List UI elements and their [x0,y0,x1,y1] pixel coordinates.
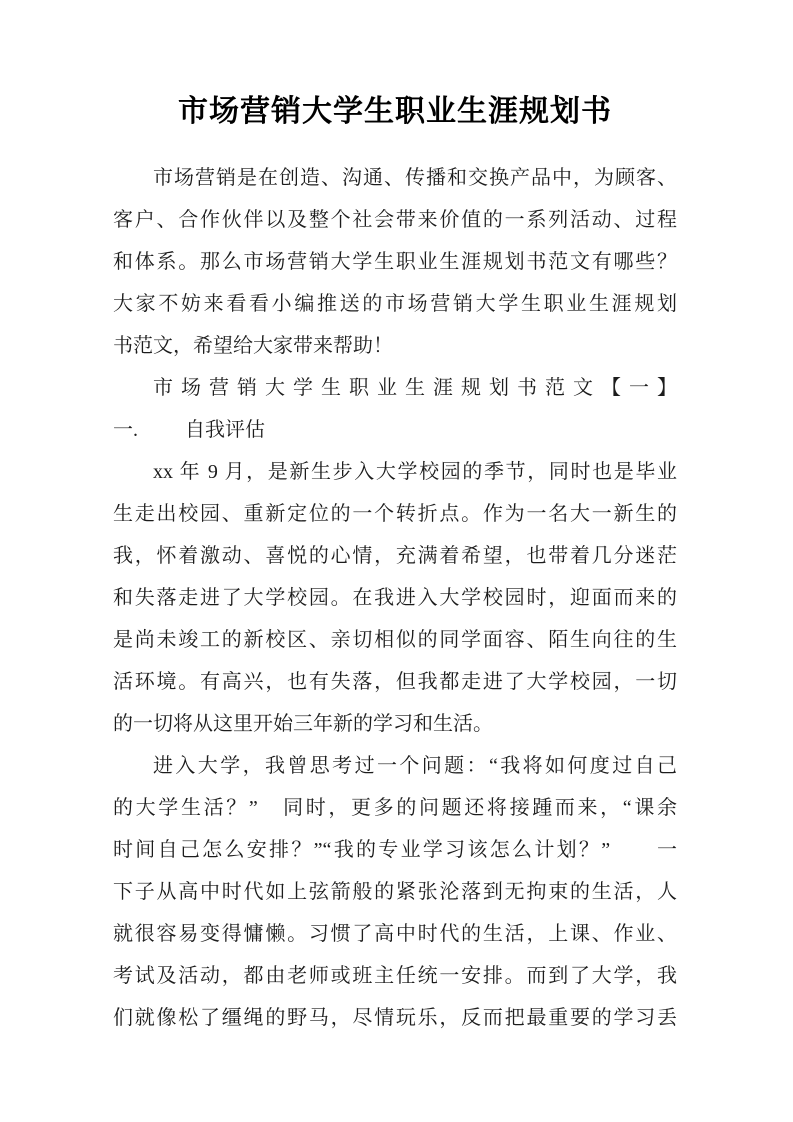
text-line: 和体系。那么市场营销大学生职业生涯规划书范文有哪些？ [113,251,677,273]
college-life-paragraph [113,745,677,1039]
document-title: 市场营销大学生职业生涯规划书 [178,95,612,128]
text-line: 和失落走进了大学校园。在我进入大学校园时，迎面而来的 [113,587,677,609]
text-line: 进入大学，我曾思考过一个问题：“我将如何度过自己 [153,755,677,777]
subsection-title: 自我评估 [185,419,265,441]
section-heading: 市场营销大学生职业生涯规划书范文【一】 [153,377,677,399]
list-marker: 一. [113,419,138,441]
text-line: xx 年 9 月，是新生步入大学校园的季节，同时也是毕业 [153,461,677,483]
text-line: 是尚未竣工的新校区、亲切相似的同学面容、陌生向往的生 [113,629,677,651]
text-line: 活环境。有高兴，也有失落，但我都走进了大学校园，一切 [113,671,677,693]
self-assessment-paragraph [113,451,677,745]
text-line: 下子从高中时代如上弦箭般的紧张沦落到无拘束的生活，人 [113,881,677,903]
text-line: 市场营销是在创造、沟通、传播和交换产品中，为顾客、 [153,167,677,189]
text-line: 书范文，希望给大家带来帮助！ [113,335,393,357]
text-line: 的一切将从这里开始三年新的学习和生活。 [113,713,493,735]
text-line: 大家不妨来看看小编推送的市场营销大学生职业生涯规划 [113,293,677,315]
subsection-heading [113,409,677,451]
document-body [113,157,677,1039]
text-line: 时间自己怎么安排？”“我的专业学习该怎么计划？” 一 [113,839,677,861]
text-line: 客户、合作伙伴以及整个社会带来价值的一系列活动、过程 [113,209,677,231]
intro-paragraph [113,157,677,367]
text-line: 考试及活动，都由老师或班主任统一安排。而到了大学，我 [113,965,677,987]
text-line: 的大学生活？” 同时，更多的问题还将接踵而来，“课余 [113,797,677,819]
text-line: 生走出校园、重新定位的一个转折点。作为一名大一新生的 [113,503,677,525]
text-line: 就很容易变得慵懒。习惯了高中时代的生活，上课、作业、 [113,923,677,945]
text-line: 们就像松了缰绳的野马，尽情玩乐，反而把最重要的学习丢 [113,1007,677,1029]
text-line: 我，怀着激动、喜悦的心情，充满着希望，也带着几分迷茫 [113,545,677,567]
